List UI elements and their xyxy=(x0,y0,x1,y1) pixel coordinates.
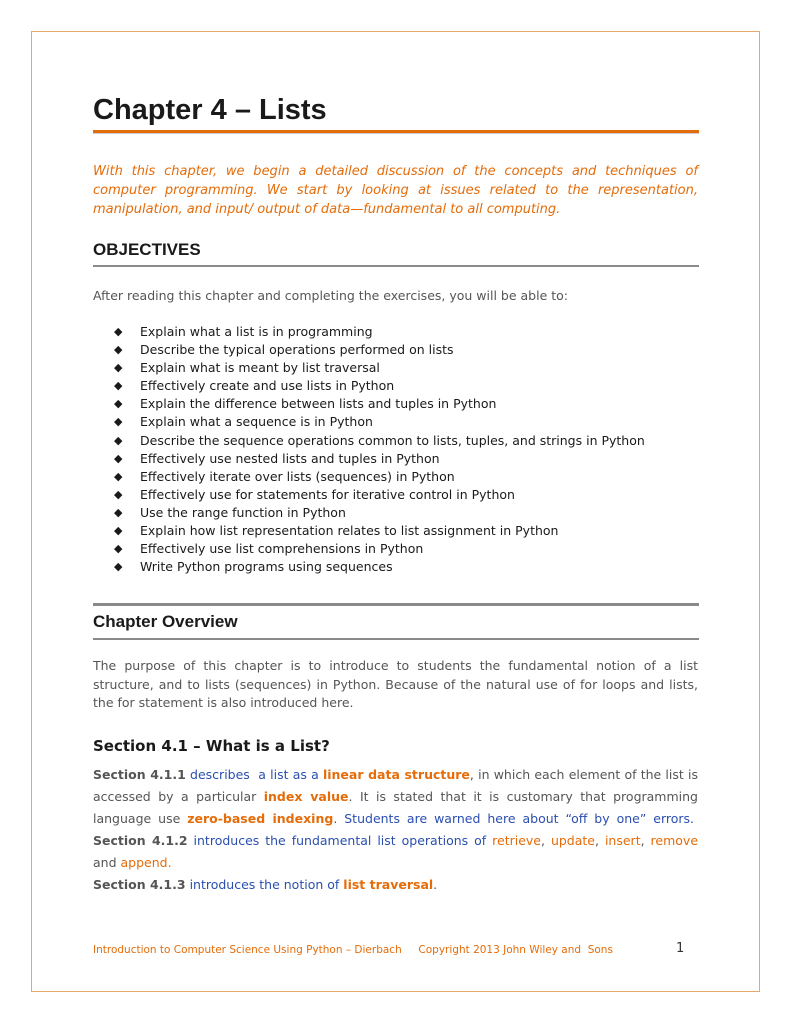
objective-item xyxy=(114,486,645,504)
objective-text: Effectively iterate over lists (sequences) in Python xyxy=(140,468,455,484)
objective-item xyxy=(114,341,645,359)
objective-text: Explain the difference between lists and tuples in Python xyxy=(140,396,497,412)
diamond-bullet-icon: ◆ xyxy=(114,415,123,429)
objective-text: Effectively use for statements for iterative control in Python xyxy=(140,486,515,502)
text-span: a list as a xyxy=(258,767,319,782)
diamond-bullet-icon: ◆ xyxy=(114,433,123,447)
objective-text: Use the range function in Python xyxy=(140,504,346,520)
section-ref: Section 4.1.1 xyxy=(93,767,186,782)
objective-text: Explain what is meant by list traversal xyxy=(140,360,380,376)
text-span: . It is stated that it is customary that programming language use xyxy=(93,789,698,826)
operation-term: insert xyxy=(604,833,641,848)
objective-text: Write Python programs using sequences xyxy=(140,559,393,575)
objective-item xyxy=(114,504,645,522)
diamond-bullet-icon: ◆ xyxy=(114,397,123,411)
objective-item xyxy=(114,359,645,377)
text-span: , xyxy=(541,833,545,848)
overview-rule-bottom xyxy=(93,638,699,640)
objective-text: Explain how list representation relates to list assignment in Python xyxy=(140,523,559,539)
diamond-bullet-icon: ◆ xyxy=(114,524,123,538)
footer-text: Introduction to Computer Science Using Python – Dierbach Copyright 2013 John Wiley and Sons xyxy=(93,944,613,956)
objective-text: Describe the sequence operations common to lists, tuples, and strings in Python xyxy=(140,432,645,448)
objective-item xyxy=(114,450,645,468)
key-term: linear data structure xyxy=(322,767,470,782)
text-span: , in which each element of the list is accessed by a particular xyxy=(93,767,698,804)
objective-item xyxy=(114,540,645,558)
objective-text: Explain what a sequence is in Python xyxy=(140,414,373,430)
overview-heading: Chapter Overview xyxy=(93,612,238,631)
text-span: introduces the notion of xyxy=(189,877,340,892)
diamond-bullet-icon: ◆ xyxy=(114,560,123,574)
text-span: , xyxy=(595,833,599,848)
diamond-bullet-icon: ◆ xyxy=(114,361,123,375)
key-term: zero-based indexing xyxy=(187,811,334,826)
objectives-rule xyxy=(93,265,699,267)
objective-item xyxy=(114,413,645,431)
intro-paragraph: With this chapter, we begin a detailed discussion of the concepts and techniques of computer programming. We start by looking at issues related to the representation, manipulation, and input/ output of data—fundamental to all computing. xyxy=(93,164,698,217)
diamond-bullet-icon: ◆ xyxy=(114,469,123,483)
objective-item xyxy=(114,395,645,413)
objective-item xyxy=(114,432,645,450)
objective-item xyxy=(114,468,645,486)
section-ref: Section 4.1.3 xyxy=(93,877,186,892)
objectives-heading: OBJECTIVES xyxy=(93,240,201,259)
section-4-1-heading: Section 4.1 – What is a List? xyxy=(93,737,330,755)
key-term: list traversal xyxy=(343,877,434,892)
text-span: . xyxy=(433,877,438,892)
chapter-title: Chapter 4 – Lists xyxy=(93,94,327,126)
text-span: , xyxy=(640,833,645,848)
text-span: and xyxy=(93,855,117,870)
diamond-bullet-icon: ◆ xyxy=(114,542,123,556)
objective-text: Effectively create and use lists in Python xyxy=(140,378,395,394)
objective-item xyxy=(114,522,645,540)
objective-text: Effectively use list comprehensions in Python xyxy=(140,541,424,557)
objective-item xyxy=(114,377,645,395)
key-term: index value xyxy=(263,789,349,804)
diamond-bullet-icon: ◆ xyxy=(114,379,123,393)
objective-text: Explain what a list is in programming xyxy=(140,324,373,339)
text-span: Students are warned here about “off by one” errors. xyxy=(344,811,694,826)
page-number: 1 xyxy=(676,941,685,956)
objectives-lead: After reading this chapter and completing the exercises, you will be able to: xyxy=(93,288,568,303)
overview-paragraph: The purpose of this chapter is to introduce to students the fundamental notion of a list structure, and to lists (sequences) in Python. Because of the natural use of for loops and lists, the for statement is also introduced here. xyxy=(93,658,698,710)
diamond-bullet-icon: ◆ xyxy=(114,505,123,519)
operation-term: update xyxy=(550,833,595,848)
title-rule xyxy=(93,130,699,133)
diamond-bullet-icon: ◆ xyxy=(114,343,123,357)
text-span: introduces the fundamental list operations of xyxy=(193,833,487,848)
diamond-bullet-icon: ◆ xyxy=(114,451,123,465)
text-span: . xyxy=(333,811,338,826)
operation-term: remove xyxy=(650,833,699,848)
diamond-bullet-icon: ◆ xyxy=(114,487,123,501)
section-ref: Section 4.1.2 xyxy=(93,833,188,848)
objective-item xyxy=(114,558,645,576)
objectives-list xyxy=(114,323,645,576)
diamond-bullet-icon: ◆ xyxy=(114,325,123,338)
operation-term: append. xyxy=(120,855,172,870)
text-span: describes xyxy=(190,767,250,782)
objective-text: Effectively use nested lists and tuples in Python xyxy=(140,450,440,466)
objective-item xyxy=(114,323,645,341)
operation-term: retrieve xyxy=(492,833,541,848)
section-4-1-paragraph xyxy=(93,764,698,896)
objective-text: Describe the typical operations performed on lists xyxy=(140,342,454,358)
overview-rule-top xyxy=(93,603,699,606)
